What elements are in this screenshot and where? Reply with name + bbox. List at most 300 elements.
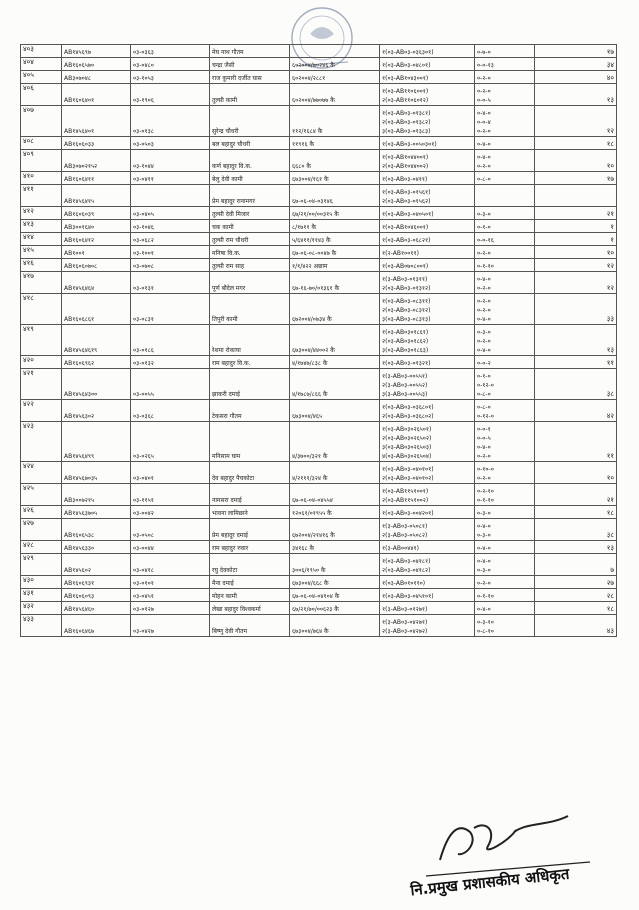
applicant-id-cell: AB१४५६७०३५: [62, 462, 131, 484]
area-line: ०-०-२: [477, 360, 491, 367]
plot-reference-cell: [380, 602, 475, 615]
serial-number-cell: ४३१: [21, 589, 62, 602]
table-row: [21, 272, 617, 294]
ward-code-cell: ०३-०४०१: [131, 462, 210, 484]
area-line: ०-२-०: [477, 250, 491, 257]
plot-reference-line: १(०३-AB०३०१८६१): [382, 329, 429, 336]
owner-name-cell: प्रेम बहादुर रानामगर: [210, 185, 290, 207]
owner-name-cell: तुल्सी राम चौधरी: [210, 233, 290, 246]
plot-reference-cell: [380, 422, 475, 462]
plot-reference-line: १(०३-AB०३-००५०३०१): [382, 141, 437, 148]
plot-reference-line: ४(०३-AB०३०२६५०४): [382, 453, 432, 460]
applicant-id-cell: AB१६०६०३३: [62, 137, 131, 150]
plot-reference-cell: [380, 233, 475, 246]
owner-name-cell: रघु देवकोटा: [210, 554, 290, 576]
plot-reference-cell: [380, 207, 475, 220]
area-line: ०-८-०: [477, 404, 491, 411]
parcel-number-cell: ६७-०६-०४-०४१०४ कै: [290, 589, 380, 602]
total-cell: २८: [535, 589, 617, 602]
serial-number-cell: ४१२: [21, 207, 62, 220]
area-line: ०-१-१०: [477, 593, 494, 600]
plot-reference-cell: [380, 325, 475, 356]
serial-number-cell: ४२६: [21, 506, 62, 519]
plot-reference-cell: [380, 400, 475, 422]
total-cell: १३: [535, 84, 617, 106]
serial-number-cell: ४२१: [21, 369, 62, 400]
parcel-number-cell: ६७/२१/००/००३१५ कै: [290, 207, 380, 220]
area-cell: [475, 462, 535, 484]
ward-code-cell: ०३-०४११: [131, 172, 210, 185]
applicant-id-cell: AB१४५६४६०: [62, 602, 131, 615]
total-cell: ११: [535, 422, 617, 462]
applicant-id-cell: AB३००७२१५: [62, 484, 131, 506]
owner-name-cell: नामसरा दमाई: [210, 484, 290, 506]
area-cell: [475, 554, 535, 576]
applicant-id-cell: AB३०७०२१५२: [62, 150, 131, 172]
table-row: [21, 400, 617, 422]
table-row: [21, 369, 617, 400]
plot-reference-line: ३(०३-AB०३-०१३८३): [382, 128, 431, 135]
applicant-id-cell: AB१६०६९३१: [62, 576, 131, 589]
applicant-id-cell: AB१४५६९७: [62, 45, 131, 58]
applicant-id-cell: AB१६०६४१२: [62, 233, 131, 246]
owner-name-cell: तुल्सी राम साह: [210, 259, 290, 272]
area-line: ०-३-०: [477, 532, 491, 539]
owner-name-cell: बेलु देवी कामी: [210, 172, 290, 185]
ward-code-cell: ०३-०५०८: [131, 519, 210, 541]
area-line: ०-२-०: [477, 307, 491, 314]
records-table: [20, 44, 617, 637]
owner-name-cell: मेघ नाथ गौतम: [210, 45, 290, 58]
area-line: ०-०-१३: [477, 62, 494, 69]
table-row: [21, 541, 617, 554]
area-cell: [475, 325, 535, 356]
owner-name-cell: चक कामी: [210, 220, 290, 233]
parcel-number-cell: ६७/२१/७०/००६२३ कै: [290, 602, 380, 615]
serial-number-cell: ४३२: [21, 602, 62, 615]
table-row: [21, 506, 617, 519]
area-cell: [475, 150, 535, 172]
area-cell: [475, 45, 535, 58]
plot-reference-line: १(३-AB०३-०१२७१): [382, 606, 428, 613]
owner-name-cell: राम बहादुर वि.क.: [210, 356, 290, 369]
plot-reference-line: १(०३-AB०३-०३६८०१): [382, 404, 434, 411]
area-line: ०-३-०: [477, 329, 491, 336]
total-cell: १८: [535, 602, 617, 615]
serial-number-cell: ४२५: [21, 484, 62, 506]
parcel-number-cell: ४/१७८७/८६६ कै: [290, 369, 380, 400]
table-row: [21, 58, 617, 71]
total-cell: [535, 185, 617, 207]
table-row: [21, 294, 617, 325]
serial-number-cell: ४२०: [21, 356, 62, 369]
serial-number-cell: ४१५: [21, 246, 62, 259]
area-cell: [475, 220, 535, 233]
ward-code-cell: ०३-१०४४: [131, 150, 210, 172]
plot-reference-cell: [380, 576, 475, 589]
total-cell: ३४: [535, 58, 617, 71]
total-cell: १८: [535, 506, 617, 519]
plot-reference-line: ३(०३-AB०३०१८६३): [382, 347, 429, 354]
area-cell: [475, 369, 535, 400]
plot-reference-cell: [380, 45, 475, 58]
owner-name-cell: प्रेम बहादुर दमाई: [210, 519, 290, 541]
parcel-number-cell: ५/६४११/११४३ कै: [290, 233, 380, 246]
table-row: [21, 602, 617, 615]
area-line: ०-८-०: [477, 391, 491, 398]
plot-reference-line: २(३-AB०३-०४२७२): [382, 628, 428, 635]
area-line: ०-४-०: [477, 558, 491, 565]
plot-reference-cell: [380, 615, 475, 637]
parcel-number-cell: ६०२००४/२८८१: [290, 71, 380, 84]
serial-number-cell: ४१८: [21, 294, 62, 325]
area-line: ०-१०-०: [477, 466, 494, 473]
area-cell: [475, 246, 535, 259]
total-cell: २७: [535, 576, 617, 589]
parcel-number-cell: ३००६/१९५० कै: [290, 554, 380, 576]
total-cell: १०: [535, 246, 617, 259]
plot-reference-cell: [380, 272, 475, 294]
total-cell: १: [535, 233, 617, 246]
plot-reference-cell: [380, 356, 475, 369]
table-row: [21, 462, 617, 484]
area-line: ०-१-०: [477, 224, 491, 231]
serial-number-cell: ४२७: [21, 519, 62, 541]
parcel-number-cell: ११९१६ कै: [290, 137, 380, 150]
table-row: [21, 356, 617, 369]
serial-number-cell: ४१३: [21, 220, 62, 233]
owner-name-cell: बल बहादुर चौधरी: [210, 137, 290, 150]
plot-reference-cell: [380, 462, 475, 484]
serial-number-cell: ४०४: [21, 58, 62, 71]
table-row: [21, 137, 617, 150]
owner-name-cell: लेखा बहादुर विश्वकर्मा: [210, 602, 290, 615]
plot-reference-line: २(०३-AB०३०१८६२): [382, 338, 429, 345]
plot-reference-line: २(३-AB०३-०५०८२): [382, 532, 428, 539]
plot-reference-line: २(०३-AB०३०२६५०२): [382, 435, 432, 442]
ward-code-cell: ०३-००४४: [131, 541, 210, 554]
ward-code-cell: ०३-०१८६: [131, 325, 210, 356]
area-cell: [475, 484, 535, 506]
ward-code-cell: ०३-०८३१: [131, 294, 210, 325]
plot-reference-cell: [380, 506, 475, 519]
area-cell: [475, 272, 535, 294]
area-line: ०-४-०: [477, 606, 491, 613]
ward-code-cell: ०३-११५१: [131, 484, 210, 506]
serial-number-cell: ४३०: [21, 576, 62, 589]
plot-reference-line: १(०३-AB०३-०१३२१): [382, 360, 431, 367]
plot-reference-cell: [380, 259, 475, 272]
total-cell: ११: [535, 356, 617, 369]
ward-code-cell: ०३-०३६८: [131, 400, 210, 422]
plot-reference-line: १(२-AB१००११): [382, 250, 419, 257]
plot-reference-line: १(०३-AB०३-०४१८१): [382, 558, 431, 565]
area-cell: [475, 259, 535, 272]
serial-number-cell: ४२४: [21, 462, 62, 484]
plot-reference-cell: [380, 84, 475, 106]
plot-reference-line: २(०३-AB०३-०१३१२): [382, 285, 431, 292]
area-cell: [475, 137, 535, 150]
plot-reference-line: १(०३-AB११०६००१): [382, 88, 429, 95]
total-cell: १२: [535, 106, 617, 137]
plot-reference-line: २(०३-AB०३-०१३८२): [382, 119, 431, 126]
parcel-number-cell: ६७-०६-०४-०३१४६: [290, 185, 380, 207]
owner-name-cell: भावना लामिछाने: [210, 506, 290, 519]
total-cell: १२: [535, 272, 617, 294]
table-row: [21, 554, 617, 576]
applicant-id-cell: AB३००१६४०: [62, 220, 131, 233]
plot-reference-cell: [380, 369, 475, 400]
area-line: ०-८-०: [477, 176, 491, 183]
ward-code-cell: ०३-०१३२: [131, 356, 210, 369]
applicant-id-cell: AB१४५६३३०: [62, 541, 131, 554]
area-line: ०-१-०: [477, 373, 491, 380]
area-cell: [475, 233, 535, 246]
plot-reference-line: १(३-AB००४४१): [382, 545, 419, 552]
area-line: ०-२-०: [477, 88, 491, 95]
ward-code-cell: ०३-०३६३: [131, 45, 210, 58]
plot-reference-cell: [380, 150, 475, 172]
ward-code-cell: ०३-०२६५: [131, 422, 210, 462]
parcel-number-cell: ६७३००४/१६१ कै: [290, 172, 380, 185]
table-row: [21, 150, 617, 172]
table-row: [21, 484, 617, 506]
area-cell: [475, 541, 535, 554]
owner-name-cell: चन्द्रा जैसी: [210, 58, 290, 71]
parcel-number-cell: ६७३००४/४४००२ कै: [290, 325, 380, 356]
area-cell: [475, 71, 535, 84]
area-line: ०-२-०: [477, 75, 491, 82]
applicant-id-cell: AB१६०६९६२: [62, 356, 131, 369]
plot-reference-line: १(३-AB०३-०५०८१): [382, 523, 428, 530]
applicant-id-cell: AB१६०६४११: [62, 172, 131, 185]
area-line: ०-४-०: [477, 316, 491, 323]
owner-name-cell: सुरेन्द्र चौधरी: [210, 106, 290, 137]
ward-code-cell: ०३-०६८२: [131, 233, 210, 246]
table-row: [21, 185, 617, 207]
plot-reference-cell: [380, 554, 475, 576]
ward-code-cell: ०३-०४१८: [131, 554, 210, 576]
plot-reference-cell: [380, 519, 475, 541]
area-line: ०-१-१०: [477, 263, 494, 270]
plot-reference-line: १(०३-AB०३-०३६३०१): [382, 49, 434, 56]
total-cell: १८: [535, 137, 617, 150]
plot-reference-cell: [380, 58, 475, 71]
area-line: [477, 197, 532, 206]
plot-reference-line: १(०३-AB०१०११०): [382, 580, 426, 587]
plot-reference-line: १(०३-AB०३-०८३११): [382, 298, 431, 305]
applicant-id-cell: AB३०७०४८: [62, 71, 131, 84]
parcel-number-cell: ६७३००४/७६४ कै: [290, 615, 380, 637]
serial-number-cell: ४१६: [21, 259, 62, 272]
owner-name-cell: तिपुरी कामी: [210, 294, 290, 325]
area-line: ०-४-०: [477, 141, 491, 148]
parcel-number-cell: ६७-०६-०४-०४५५४: [290, 484, 380, 506]
area-line: ०-२-०: [477, 580, 491, 587]
parcel-number-cell: ६०२००४/७७०७७ कै: [290, 84, 380, 106]
applicant-id-cell: AB१६०६५३८: [62, 519, 131, 541]
plot-reference-cell: [380, 589, 475, 602]
serial-number-cell: ४२९: [21, 554, 62, 576]
serial-number-cell: ४०९: [21, 150, 62, 172]
plot-reference-line: १(०३-AB१०४६००१): [382, 224, 429, 231]
table-row: [21, 233, 617, 246]
plot-reference-cell: [380, 106, 475, 137]
table-row: [21, 246, 617, 259]
serial-number-cell: ४१७: [21, 272, 62, 294]
serial-number-cell: ४०६: [21, 84, 62, 106]
area-cell: [475, 207, 535, 220]
area-line: ०-८-१०: [477, 628, 494, 635]
plot-reference-line: २(०३-AB०३-०४१८२): [382, 567, 431, 574]
applicant-id-cell: AB१६०६०७०८: [62, 259, 131, 272]
total-cell: ४२: [535, 400, 617, 422]
parcel-number-cell: ६७२००४/०७३४ कै: [290, 294, 380, 325]
signatory-title: नि.प्रमुख प्रशासकीय अधिकृत: [409, 864, 571, 900]
serial-number-cell: ४०५: [21, 71, 62, 84]
applicant-id-cell: AB१६०६४६७: [62, 615, 131, 637]
area-cell: [475, 589, 535, 602]
table-row: [21, 576, 617, 589]
area-cell: [475, 58, 535, 71]
area-line: [477, 188, 532, 197]
parcel-number-cell: ३४१६८ कै: [290, 541, 380, 554]
parcel-number-cell: १२०६१/०१९५५ कै: [290, 506, 380, 519]
total-cell: १३: [535, 541, 617, 554]
area-line: ०-७-०: [477, 49, 491, 56]
serial-number-cell: ४११: [21, 185, 62, 207]
area-cell: [475, 615, 535, 637]
plot-reference-line: १(०३-AB०३-०४५१०१): [382, 593, 434, 600]
ward-code-cell: ०३-०१०१: [131, 576, 210, 589]
area-line: ०-०-१६: [477, 237, 494, 244]
parcel-number-cell: ४/२१११/३२४ कै: [290, 462, 380, 484]
table-row: [21, 325, 617, 356]
serial-number-cell: ४२८: [21, 541, 62, 554]
parcel-number-cell: ६७३००४/४६५: [290, 400, 380, 422]
owner-name-cell: मैना दमाई: [210, 576, 290, 589]
ward-code-cell: ०३-१०५३: [131, 71, 210, 84]
table-row: [21, 589, 617, 602]
serial-number-cell: ४२२: [21, 400, 62, 422]
plot-reference-line: १(०३-AB१०४४००१): [382, 154, 429, 161]
area-cell: [475, 400, 535, 422]
area-line: ०-४-०: [477, 276, 491, 283]
applicant-id-cell: AB१६०६०३९: [62, 207, 131, 220]
applicant-id-cell: AB१४५६४३००: [62, 369, 131, 400]
applicant-id-cell: AB१४५६४६१९: [62, 325, 131, 356]
plot-reference-cell: [380, 172, 475, 185]
area-line: ०-४-०: [477, 154, 491, 161]
area-cell: [475, 185, 535, 207]
applicant-id-cell: AB१४५६४६४: [62, 272, 131, 294]
area-line: ०-२-०: [477, 163, 491, 170]
table-row: [21, 172, 617, 185]
total-cell: १०: [535, 150, 617, 172]
parcel-number-cell: ६०२००४/७०२४६ कै: [290, 58, 380, 71]
total-cell: २१: [535, 484, 617, 506]
ward-code-cell: ०३-०७०८: [131, 259, 210, 272]
plot-reference-line: १(०३-AB०३-०६८२१): [382, 237, 431, 244]
owner-name-cell: पूर्ण बौदेल मगर: [210, 272, 290, 294]
plot-reference-line: ३(३-AB०३-००५५३): [382, 391, 428, 398]
area-line: ०-४-०: [477, 110, 491, 117]
owner-name-cell: राज कुमारी दर्जीत घास: [210, 71, 290, 84]
parcel-number-cell: ६७२००४/२१४१६ कै: [290, 519, 380, 541]
area-line: ०-२-०: [477, 453, 491, 460]
area-line: ०-४-०: [477, 444, 491, 451]
table-row: [21, 519, 617, 541]
owner-name-cell: तुल्सी कामी: [210, 84, 290, 106]
parcel-number-cell: ६७३००४/६६८ कै: [290, 576, 380, 589]
applicant-id-cell: AB१४५६४९९: [62, 422, 131, 462]
area-cell: [475, 84, 535, 106]
serial-number-cell: ४१४: [21, 233, 62, 246]
applicant-id-cell: AB१४५६३७०५: [62, 506, 131, 519]
parcel-number-cell: ८/१७११ कै: [290, 220, 380, 233]
area-line: ०-२-०: [477, 285, 491, 292]
owner-name-cell: तुल्सी देवी मिजार: [210, 207, 290, 220]
plot-reference-line: २(०३-AB०३-०१५६२): [382, 198, 431, 205]
area-line: ०-३-१०: [477, 619, 494, 626]
total-cell: ३३: [535, 294, 617, 325]
total-cell: ४३: [535, 615, 617, 637]
total-cell: ३८: [535, 519, 617, 541]
serial-number-cell: ४१९: [21, 325, 62, 356]
area-line: ०-२-०: [477, 298, 491, 305]
applicant-id-cell: AB१४५६३०२: [62, 400, 131, 422]
table-row: [21, 84, 617, 106]
applicant-id-cell: AB१६०६५७०: [62, 58, 131, 71]
table-row: [21, 71, 617, 84]
plot-reference-line: १(०३-AB११५१००१): [382, 488, 429, 495]
area-cell: [475, 519, 535, 541]
ward-code-cell: ०३-१००१: [131, 246, 210, 259]
owner-name-cell: मोहन कामी: [210, 589, 290, 602]
parcel-number-cell: ६६८० कै: [290, 150, 380, 172]
applicant-id-cell: AB१६०६०९३: [62, 589, 131, 602]
parcel-number-cell: ११२/१६८४ कै: [290, 106, 380, 137]
area-line: ०-१२-०: [477, 413, 494, 420]
serial-number-cell: ४३३: [21, 615, 62, 637]
area-line: ०-२-०: [477, 338, 491, 345]
ward-code-cell: ०३-०१३१: [131, 272, 210, 294]
applicant-id-cell: AB१४५६४०१: [62, 106, 131, 137]
ward-code-cell: ०३-०१२७: [131, 602, 210, 615]
serial-number-cell: ४२३: [21, 422, 62, 462]
plot-reference-cell: [380, 185, 475, 207]
parcel-number-cell: ६७-०६-०८-००४७ कै: [290, 246, 380, 259]
plot-reference-line: २(०३-AB१०४४००२): [382, 163, 429, 170]
table-row: [21, 106, 617, 137]
parcel-number-cell: ४/१७४७/८३८ कै: [290, 356, 380, 369]
plot-reference-line: १(३-AB०३-०४२७१): [382, 619, 428, 626]
owner-name-cell: देव बहादुर पैचकोटा: [210, 462, 290, 484]
plot-reference-cell: [380, 71, 475, 84]
ward-code-cell: ०३-१९०६: [131, 84, 210, 106]
area-line: ०-२-१०: [477, 488, 494, 495]
total-cell: १७: [535, 45, 617, 58]
plot-reference-cell: [380, 246, 475, 259]
plot-reference-line: १(०३-AB१०४३००१): [382, 75, 429, 82]
ward-code-cell: ०३-०४२७: [131, 615, 210, 637]
applicant-id-cell: AB१६०६४०१: [62, 84, 131, 106]
owner-name-cell: टेकसरा गौतम: [210, 400, 290, 422]
plot-reference-cell: [380, 220, 475, 233]
area-cell: [475, 294, 535, 325]
owner-name-cell: मनिसाम घाम: [210, 422, 290, 462]
area-cell: [475, 576, 535, 589]
